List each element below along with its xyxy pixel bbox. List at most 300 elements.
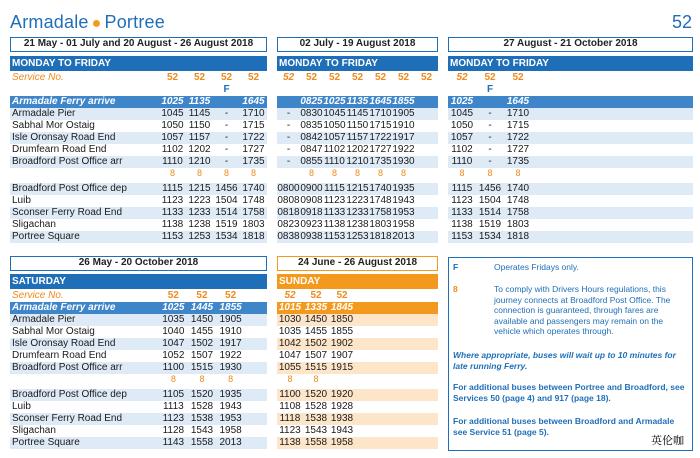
- time-cell: 52: [193, 71, 206, 83]
- stop-row: [10, 302, 267, 314]
- time-cell: 1135: [186, 96, 213, 108]
- time-cell: 1050: [450, 120, 474, 131]
- stop-row: [10, 401, 267, 413]
- time-cell: 1803: [369, 219, 392, 230]
- time-cell: 1855: [392, 96, 415, 107]
- time-cell: 1123: [451, 195, 473, 206]
- time-cell: 1133: [323, 207, 346, 218]
- stop-name: Sabhal Mor Ostaig: [12, 326, 95, 337]
- service-row: [10, 289, 267, 302]
- time-cell: 1645: [504, 96, 532, 108]
- stop-name: Portree Square: [10, 231, 159, 243]
- time-cell: [415, 195, 438, 207]
- time-cell: 1943: [219, 401, 242, 412]
- time-cell: [415, 156, 438, 168]
- stop-name: [10, 374, 159, 385]
- stop-row: [448, 144, 693, 156]
- period-header-4: 26 May - 20 October 2018: [10, 256, 267, 271]
- time-cell: 1138: [451, 219, 473, 230]
- time-cell: 1045: [448, 108, 476, 120]
- stop-row: [277, 120, 438, 132]
- time-cell: 1502: [188, 338, 217, 350]
- time-cell: 1115: [324, 183, 345, 194]
- stop-row: [277, 338, 438, 350]
- stop-row: [277, 350, 438, 362]
- time-cell: 1015: [278, 302, 302, 313]
- time-cell: 1917: [216, 338, 245, 350]
- connection-icon: 8: [400, 168, 406, 178]
- time-cell: 1035: [278, 326, 302, 337]
- stop-name: Armadale Ferry arrive: [10, 96, 159, 108]
- time-cell: 1930: [392, 156, 415, 167]
- time-cell: 52: [166, 71, 179, 83]
- time-cell: 52: [420, 71, 433, 83]
- time-cell: 0918: [300, 207, 323, 218]
- time-cell: 0847: [300, 144, 323, 155]
- stop-name: Armadale Pier: [10, 108, 159, 120]
- connection-icon: 8: [228, 374, 234, 384]
- time-cell: 1710: [240, 108, 267, 120]
- time-cell: 1935: [216, 389, 245, 401]
- time-cell: 1902: [330, 338, 354, 349]
- stop-name: [10, 168, 159, 179]
- time-cell: 1515: [188, 362, 217, 374]
- time-cell: 1253: [346, 231, 369, 242]
- time-cell: -: [224, 120, 229, 131]
- time-cell: 1045: [323, 108, 346, 119]
- stop-row: [10, 389, 267, 401]
- time-cell: -: [286, 144, 291, 155]
- time-cell: 1123: [323, 195, 346, 206]
- day-label: SUNDAY: [277, 274, 438, 289]
- time-cell: 52: [336, 289, 348, 301]
- connection-icon: 8: [487, 168, 493, 178]
- time-cell: 1502: [304, 338, 328, 349]
- time-cell: 0842: [300, 132, 323, 143]
- time-cell: 1025: [323, 96, 346, 107]
- time-cell: -: [488, 120, 492, 131]
- time-cell: 1803: [506, 219, 530, 230]
- time-cell: 1905: [216, 314, 245, 326]
- service-row: [10, 71, 267, 84]
- time-cell: 1138: [161, 219, 184, 230]
- time-cell: 1153: [323, 231, 346, 242]
- time-cell: 1215: [346, 183, 369, 194]
- time-cell: 1133: [448, 207, 476, 219]
- time-cell: 1758: [240, 207, 267, 219]
- time-cell: 1145: [346, 108, 369, 119]
- connection-icon: 8: [354, 168, 360, 178]
- stop-name: Sconser Ferry Road End: [10, 413, 159, 425]
- time-cell: 1748: [242, 195, 265, 206]
- time-cell: 52: [305, 71, 318, 83]
- time-cell: 1519: [478, 219, 502, 230]
- time-cell: 0938: [300, 231, 323, 242]
- time-cell: 1157: [186, 132, 213, 144]
- time-cell: 0818: [277, 207, 300, 218]
- time-cell: 1455: [304, 326, 328, 337]
- time-cell: 52: [310, 289, 322, 301]
- stop-name: Broadford Post Office arr: [10, 362, 159, 374]
- connection-icon: 8: [196, 168, 202, 178]
- time-cell: 1025: [448, 96, 476, 108]
- stop-name: Sconser Ferry Road End: [10, 207, 159, 219]
- time-cell: 1758: [504, 207, 532, 219]
- time-cell: [504, 84, 532, 96]
- time-cell: 1740: [504, 183, 532, 195]
- time-cell: 1238: [346, 219, 369, 230]
- time-cell: 1645: [240, 96, 267, 108]
- time-cell: 52: [484, 71, 496, 83]
- time-cell: 1845: [330, 302, 354, 313]
- stop-row: [10, 413, 267, 425]
- time-cell: 1133: [159, 207, 186, 219]
- stop-name: Service No.: [12, 71, 64, 83]
- time-cell: 1907: [330, 350, 354, 361]
- time-cell: 1855: [330, 326, 354, 337]
- time-cell: [415, 108, 438, 120]
- connection-note: To comply with Drivers Hours regulations, this journey connects at Broadford Post Office. The connection is guaranteed, through fares are available and passengers may remain on the vehicle which operates through.: [494, 284, 671, 336]
- time-cell: 52: [247, 71, 260, 83]
- stop-row: [448, 219, 693, 231]
- time-cell: 1504: [478, 195, 502, 206]
- time-cell: 52: [167, 289, 179, 301]
- time-cell: 1958: [392, 219, 415, 230]
- stop-row: [448, 108, 693, 120]
- connection-row: [10, 168, 267, 179]
- time-cell: 0835: [300, 120, 323, 131]
- time-cell: 1145: [186, 108, 213, 120]
- stop-row: [277, 425, 438, 437]
- time-cell: 52: [225, 289, 237, 301]
- time-cell: 1057: [159, 132, 186, 144]
- extra-buses-note-2: For additional buses between Broadford and Armadale see Service 51 (page 5).: [453, 416, 675, 437]
- stop-row: [10, 108, 267, 120]
- stop-name: Broadford Post Office dep: [10, 389, 159, 401]
- day-label: MONDAY TO FRIDAY: [277, 56, 438, 71]
- stop-row: [10, 219, 267, 231]
- time-cell: 1735: [369, 156, 392, 167]
- time-cell: 1507: [304, 350, 328, 361]
- time-cell: 1042: [278, 338, 302, 349]
- time-cell: 1215: [186, 183, 213, 195]
- time-cell: 1920: [330, 389, 354, 400]
- stop-name: Broadford Post Office arr: [10, 156, 159, 168]
- time-cell: 1748: [506, 195, 530, 206]
- time-cell: 1727: [242, 144, 265, 155]
- time-cell: 1715: [506, 120, 530, 131]
- connection-icon: 8: [170, 374, 176, 384]
- time-cell: 1040: [162, 326, 185, 337]
- stop-name: Broadford Post Office dep: [10, 183, 159, 195]
- stop-row: [277, 132, 438, 144]
- stop-row: [277, 195, 438, 207]
- connection-icon: [329, 374, 355, 385]
- time-cell: -: [476, 156, 504, 168]
- time-cell: 1958: [219, 425, 242, 436]
- time-cell: 1922: [392, 144, 415, 155]
- stop-name: Armadale Pier: [10, 314, 159, 326]
- time-cell: 1050: [323, 120, 346, 131]
- time-cell: 1515: [304, 362, 328, 373]
- connection-row: [448, 168, 693, 179]
- time-cell: 52: [284, 289, 296, 301]
- time-cell: 1238: [188, 219, 211, 230]
- stop-row: [277, 302, 438, 314]
- time-cell: 1025: [159, 302, 188, 314]
- time-cell: 1953: [392, 207, 415, 218]
- time-cell: 1233: [186, 207, 213, 219]
- time-cell: 1818: [240, 231, 267, 243]
- stop-row: [448, 132, 693, 144]
- time-cell: 1153: [448, 231, 476, 243]
- stop-name: Isle Oronsay Road End: [10, 132, 159, 144]
- friday-note: Operates Fridays only.: [494, 262, 579, 272]
- connection-row: [277, 168, 438, 179]
- time-cell: 1102: [451, 144, 473, 155]
- time-cell: 1210: [346, 156, 369, 167]
- time-cell: 0908: [300, 195, 323, 206]
- stop-name: Luib: [12, 401, 31, 412]
- connection-icon: 8: [199, 374, 205, 384]
- time-cell: 1057: [448, 132, 476, 144]
- notes-panel: [448, 257, 693, 451]
- time-cell: 1138: [277, 437, 303, 449]
- service-row: [448, 71, 693, 84]
- time-cell: 1110: [448, 156, 476, 168]
- stop-row: [277, 326, 438, 338]
- time-cell: 1514: [476, 207, 504, 219]
- time-cell: 1335: [304, 302, 328, 313]
- time-cell: 0823: [277, 219, 300, 230]
- day-row: [277, 274, 438, 289]
- time-cell: 52: [351, 71, 364, 83]
- day-row: [448, 56, 693, 71]
- time-cell: 1100: [277, 389, 303, 401]
- time-cell: 1105: [159, 389, 188, 401]
- time-cell: 1818: [504, 231, 532, 243]
- time-cell: 1943: [392, 195, 415, 206]
- time-cell: 0800: [277, 183, 300, 194]
- time-cell: 1519: [215, 219, 238, 230]
- stop-row: [448, 231, 693, 243]
- time-cell: 1050: [161, 120, 184, 131]
- time-cell: [213, 96, 240, 108]
- period-header-2: 02 July - 19 August 2018: [277, 37, 438, 52]
- stop-row: [10, 132, 267, 144]
- time-cell: 1045: [159, 108, 186, 120]
- flags-row: [10, 84, 267, 96]
- connection-icon: 8: [459, 168, 465, 178]
- time-cell: 1758: [369, 207, 392, 218]
- stop-row: [10, 156, 267, 168]
- stop-row: [10, 183, 267, 195]
- time-cell: 1143: [159, 437, 188, 449]
- time-cell: 1748: [369, 195, 392, 206]
- stop-row: [277, 413, 438, 425]
- time-cell: 52: [282, 71, 295, 83]
- time-cell: [415, 183, 438, 195]
- time-cell: [415, 207, 438, 219]
- time-cell: 1803: [242, 219, 265, 230]
- time-cell: 0808: [277, 195, 300, 206]
- time-cell: 52: [397, 71, 410, 83]
- time-cell: 0838: [277, 231, 300, 242]
- time-cell: 1123: [159, 413, 188, 425]
- time-cell: -: [286, 120, 291, 131]
- service-row: [277, 71, 438, 84]
- stop-row: [10, 362, 267, 374]
- connection-icon: 8: [250, 168, 256, 178]
- time-cell: 52: [328, 71, 341, 83]
- time-cell: 1035: [159, 314, 188, 326]
- stop-name: Isle Oronsay Road End: [10, 338, 159, 350]
- time-cell: 1943: [330, 425, 354, 436]
- stop-name: [10, 84, 159, 96]
- time-cell: -: [213, 108, 240, 120]
- time-cell: 1935: [392, 183, 415, 194]
- time-cell: 1052: [162, 350, 185, 361]
- time-cell: [415, 219, 438, 231]
- connection-icon: 8: [377, 168, 383, 178]
- stop-row: [10, 425, 267, 437]
- stop-name: Sabhal Mor Ostaig: [12, 120, 95, 131]
- time-cell: 1115: [448, 183, 476, 195]
- stop-row: [10, 350, 267, 362]
- stop-row: [448, 120, 693, 132]
- stop-row: [10, 437, 267, 449]
- time-cell: 1108: [279, 401, 301, 412]
- time-cell: 1528: [304, 401, 328, 412]
- connection-icon: 8: [515, 168, 521, 178]
- time-cell: 52: [456, 71, 468, 83]
- time-cell: 1715: [242, 120, 265, 131]
- time-cell: 1110: [159, 156, 186, 168]
- time-cell: 1135: [346, 96, 369, 107]
- stop-row: [10, 195, 267, 207]
- time-cell: 1534: [476, 231, 504, 243]
- time-cell: 1100: [159, 362, 188, 374]
- time-cell: 1150: [346, 120, 369, 131]
- time-cell: 1850: [330, 314, 354, 325]
- time-cell: F: [223, 84, 230, 95]
- time-cell: 1102: [323, 144, 346, 155]
- time-cell: 2013: [392, 231, 415, 242]
- time-cell: -: [476, 132, 504, 144]
- day-row: [277, 56, 438, 71]
- time-cell: 1057: [323, 132, 346, 143]
- connection-icon: 8: [308, 168, 314, 178]
- time-cell: 1722: [240, 132, 267, 144]
- time-cell: 1157: [346, 132, 369, 143]
- time-cell: 1223: [188, 195, 211, 206]
- time-cell: 1928: [330, 401, 354, 412]
- time-cell: 1915: [330, 362, 354, 373]
- time-cell: 1118: [277, 413, 303, 425]
- time-cell: 1958: [330, 437, 354, 448]
- time-cell: 1456: [213, 183, 240, 195]
- time-cell: F: [486, 84, 494, 95]
- time-cell: 1110: [324, 156, 345, 167]
- stop-name: Armadale Ferry arrive: [10, 302, 159, 314]
- time-cell: 1818: [369, 231, 392, 242]
- time-cell: 1538: [304, 413, 328, 424]
- connection-icon: 8: [313, 374, 319, 384]
- time-cell: 0900: [300, 183, 323, 194]
- time-cell: 1514: [213, 207, 240, 219]
- timetable-sunday: [277, 274, 438, 449]
- time-cell: 1030: [278, 314, 302, 325]
- time-cell: 1047: [159, 338, 188, 350]
- route-title: [10, 12, 165, 33]
- stop-row: [448, 183, 693, 195]
- time-cell: [448, 84, 476, 96]
- connection-icon: 8: [223, 168, 229, 178]
- time-cell: 1025: [159, 96, 186, 108]
- stop-row: [277, 207, 438, 219]
- stop-row: [448, 156, 693, 168]
- time-cell: 1855: [216, 302, 245, 314]
- time-cell: 1735: [504, 156, 532, 168]
- timetable-mf-2: [277, 56, 438, 243]
- connection-icon: 8: [331, 168, 337, 178]
- stop-name: Sligachan: [12, 219, 56, 230]
- timetable-saturday: [10, 274, 267, 449]
- time-cell: 1202: [346, 144, 369, 155]
- stop-row: [277, 108, 438, 120]
- time-cell: [415, 120, 438, 132]
- time-cell: 1115: [159, 183, 186, 195]
- time-cell: [277, 96, 300, 108]
- timetable-mf-3: [448, 56, 693, 243]
- connection-icon: 8: [287, 374, 293, 384]
- time-cell: 1905: [392, 108, 415, 119]
- time-cell: 1123: [279, 425, 301, 436]
- stop-row: [277, 156, 438, 168]
- connection-key: 8: [453, 284, 458, 294]
- time-cell: 0855: [300, 156, 323, 167]
- stop-row: [10, 231, 267, 243]
- time-cell: 1710: [504, 108, 532, 120]
- time-cell: 1558: [188, 437, 217, 449]
- time-cell: 1504: [215, 195, 238, 206]
- watermark: 英伦咖: [651, 435, 684, 447]
- stop-row: [277, 389, 438, 401]
- stop-row: [448, 207, 693, 219]
- time-cell: 1102: [161, 144, 184, 155]
- time-cell: 1910: [219, 326, 242, 337]
- time-cell: 1727: [506, 144, 530, 155]
- connection-row: [277, 374, 438, 385]
- time-cell: 1534: [213, 231, 240, 243]
- extra-buses-note-1: For additional buses between Portree and Broadford, see Services 50 (page 4) and 917 (page 18).: [453, 382, 685, 403]
- time-cell: 1910: [392, 120, 415, 131]
- time-cell: -: [213, 132, 240, 144]
- time-cell: 1930: [216, 362, 245, 374]
- stop-row: [10, 120, 267, 132]
- time-cell: 1520: [304, 389, 328, 400]
- time-cell: 1456: [476, 183, 504, 195]
- day-label: MONDAY TO FRIDAY: [10, 56, 267, 71]
- time-cell: -: [213, 156, 240, 168]
- route-dot-icon: ●: [91, 15, 102, 32]
- stop-name: Sligachan: [12, 425, 56, 436]
- time-cell: 1520: [188, 389, 217, 401]
- time-cell: 1922: [219, 350, 242, 361]
- stop-name: Luib: [12, 195, 31, 206]
- stop-row: [10, 96, 267, 108]
- time-cell: 1953: [216, 413, 245, 425]
